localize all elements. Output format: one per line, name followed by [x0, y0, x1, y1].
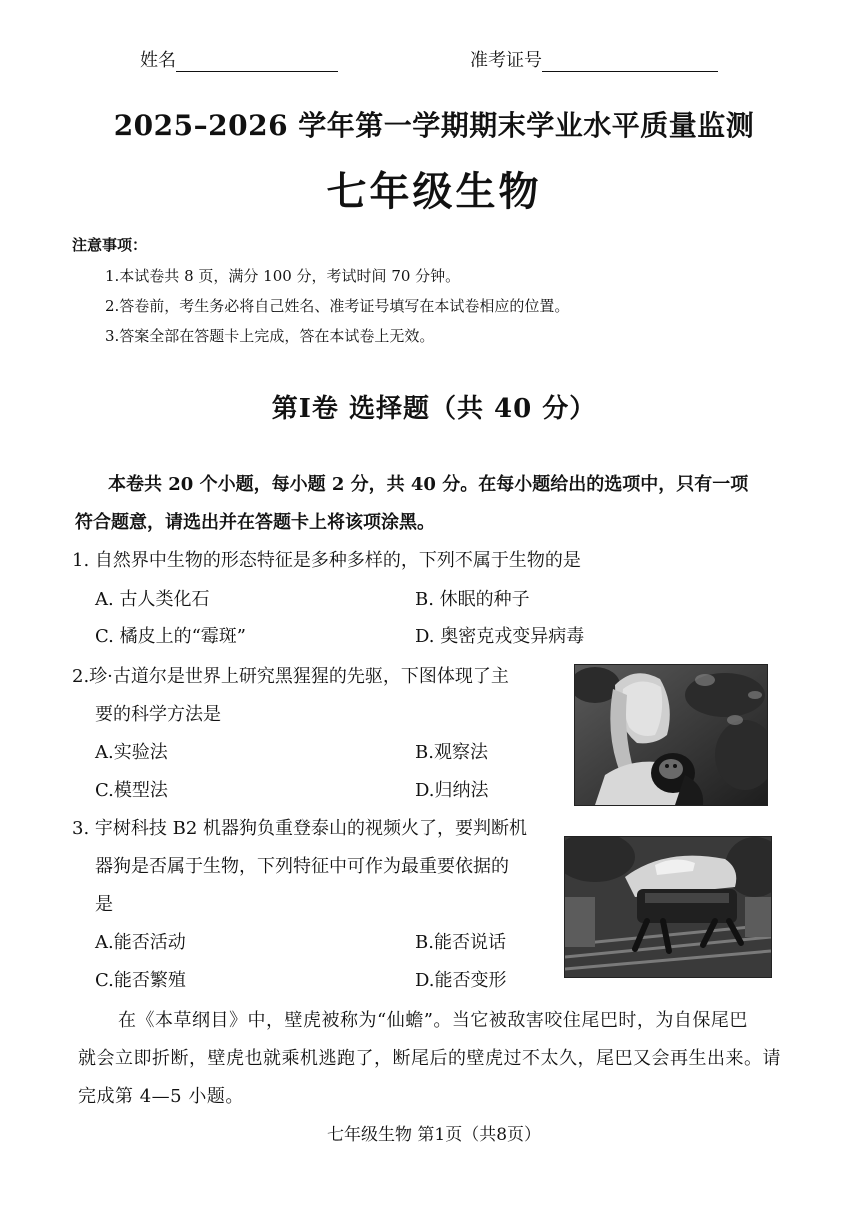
notice-item: 1.本试卷共 8 页，满分 100 分，考试时间 70 分钟。 — [105, 267, 461, 285]
exam-title: 2025–2026 学年第一学期期末学业水平质量监测 — [113, 109, 755, 142]
robot-dog-photo — [564, 836, 772, 978]
name-field — [140, 46, 338, 72]
question-2-stem: 2.珍·古道尔是世界上研究黑猩猩的先驱，下图体现了主 — [72, 666, 509, 687]
exam-id-blank[interactable] — [542, 53, 718, 72]
subject-title: 七年级生物 — [326, 168, 542, 215]
q2-option-b[interactable]: B.观察法 — [415, 742, 488, 763]
notice-item: 2.答卷前，考生务必将自己姓名、准考证号填写在本试卷相应的位置。 — [105, 297, 570, 315]
notice-item: 3.答案全部在答题卡上完成，答在本试卷上无效。 — [105, 327, 435, 345]
jane-goodall-photo — [574, 664, 768, 806]
exam-id-field — [470, 46, 718, 72]
q3-option-d[interactable]: D.能否变形 — [415, 970, 507, 991]
q3-option-a[interactable]: A.能否活动 — [95, 932, 186, 953]
question-2-stem-cont: 要的科学方法是 — [95, 704, 221, 725]
question-3-stem-cont: 器狗是否属于生物，下列特征中可作为最重要依据的 — [95, 856, 509, 877]
question-3-stem: 3. 宇树科技 B2 机器狗负重登泰山的视频火了，要判断机 — [72, 818, 528, 839]
passage-line: 在《本草纲目》中，壁虎被称为“仙蟾”。当它被敌害咬住尾巴时，为自保尾巴 — [118, 1010, 748, 1031]
q1-option-a[interactable]: A. 古人类化石 — [95, 589, 210, 610]
q2-option-c[interactable]: C.模型法 — [95, 780, 168, 801]
question-1-stem: 1. 自然界中生物的形态特征是多种多样的，下列不属于生物的是 — [72, 550, 581, 571]
passage-line: 就会立即折断，壁虎也就乘机逃跑了，断尾后的壁虎过不太久，尾巴又会再生出来。请 — [78, 1048, 781, 1069]
q2-option-a[interactable]: A.实验法 — [95, 742, 168, 763]
q1-option-b[interactable]: B. 休眠的种子 — [415, 589, 530, 610]
q1-option-d[interactable]: D. 奥密克戎变异病毒 — [415, 626, 585, 647]
page-footer: 七年级生物 第1页（共8页） — [326, 1125, 542, 1145]
q3-option-b[interactable]: B.能否说话 — [415, 932, 506, 953]
question-3-stem-cont: 是 — [95, 894, 113, 915]
passage-line: 完成第 4—5 小题。 — [78, 1086, 244, 1107]
q3-option-c[interactable]: C.能否繁殖 — [95, 970, 186, 991]
section-intro: 本卷共 20 个小题，每小题 2 分，共 40 分。在每小题给出的选项中，只有一项 — [108, 474, 749, 495]
section-title: 第Ⅰ卷 选择题（共 40 分） — [271, 394, 597, 424]
section-intro-cont: 符合题意，请选出并在答题卡上将该项涂黑。 — [75, 512, 435, 533]
name-blank[interactable] — [176, 53, 338, 72]
notice-heading: 注意事项： — [72, 236, 148, 254]
q1-option-c[interactable]: C. 橘皮上的“霉斑” — [95, 626, 246, 647]
name-label: 姓名 — [140, 50, 176, 71]
q2-option-d[interactable]: D.归纳法 — [415, 780, 489, 801]
exam-id-label: 准考证号 — [470, 50, 542, 71]
